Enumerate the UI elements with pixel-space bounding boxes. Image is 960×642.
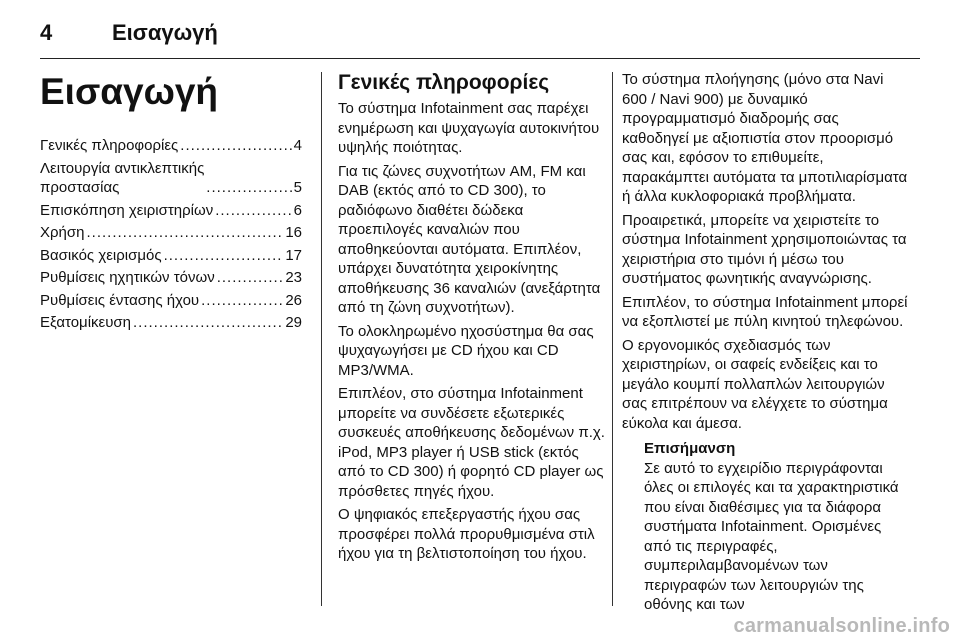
column-divider-2 (612, 72, 613, 606)
paragraph: Επιπλέον, στο σύστημα Infotainment μπορείτε να συνδέσετε εξωτερικές συσκευές αποθήκευσης δεδομένων π.χ. iPod, MP3 player ή USB stick (εκτός από το CD 300) ή φορητό CD player ως πρόσθετες πηγές ήχου. (338, 385, 605, 500)
paragraph: Ο ψηφιακός επεξεργαστής ήχου σας προσφέρει πολλά προρυθμισμένα στιλ ήχου για τη βελτιστοποίηση του ήχου. (338, 506, 595, 562)
note-box (644, 439, 908, 615)
paragraph: Επιπλέον, το σύστημα Infotainment μπορεί να εξοπλιστεί με πύλη κινητού τηλεφώνου. (622, 293, 908, 330)
header-title: Εισαγωγή (112, 20, 218, 45)
toc-page: 5 (293, 179, 302, 196)
paragraph: Ο εργονομικός σχεδιασμός των χειριστηρίων, οι σαφείς ενδείξεις και το μεγάλο κουμπί πολλαπλών λειτουργιών σας επιτρέπουν να ελέγχετε το σύστημα εύκολα και άμεσα. (622, 336, 888, 432)
toc-leader (217, 268, 284, 288)
section-heading: Εισαγωγή (40, 71, 219, 112)
paragraph: Για τις ζώνες συχνοτήτων AM, FM και DAB (εκτός από το CD 300), το ραδιόφωνο διαθέτει δώδεκα προεπιλογές καναλιών που αποθηκεύονται αυτόματα. Επιπλέον, υπάρχει δυνατότητα χειροκίνητης αποθήκευσης 36 καναλιών (ανεξάρτητα από τη ζώνη συχνοτήτων). (338, 162, 601, 316)
toc-leader (86, 223, 283, 243)
toc-entry-usage[interactable] (40, 223, 302, 243)
column-continued (622, 70, 908, 615)
toc-entry-basic-operation[interactable] (40, 246, 302, 266)
toc-leader (206, 178, 291, 198)
toc-label: Ρυθμίσεις ηχητικών τόνων (40, 269, 215, 286)
toc-page: 16 (285, 224, 302, 241)
toc-label: Λειτουργία αντικλεπτικής προστασίας (40, 159, 205, 196)
toc-page: 29 (285, 314, 302, 331)
toc-leader (201, 291, 283, 311)
toc-leader (133, 313, 283, 333)
toc-entry-tone-settings[interactable] (40, 268, 302, 288)
toc-entry-anti-theft[interactable] (40, 159, 302, 198)
toc-entry-controls-overview[interactable] (40, 201, 302, 221)
toc-page: 23 (285, 269, 302, 286)
toc-entry-general-info[interactable] (40, 136, 302, 156)
watermark: carmanualsonline.info (733, 615, 950, 637)
page-number: 4 (40, 20, 53, 45)
paragraph: Το σύστημα πλοήγησης (μόνο στα Navi 600 / Navi 900) με δυναμικό προγραμματισμό διαδρομής σας καθοδηγεί με αξιοπιστία στον προορισμό σας και, εφόσον το επιθυμείτε, παρακάμπτει αυτόματα τα μποτιλιαρίσματα ή άλλα κυκλοφοριακά προβλήματα. (622, 71, 908, 205)
toc-label: Βασικός χειρισμός (40, 246, 162, 264)
toc-label: Ρυθμίσεις έντασης ήχου (40, 291, 200, 309)
note-title: Επισήμανση (644, 440, 736, 457)
paragraph: Το ολοκληρωμένο ηχοσύστημα θα σας ψυχαγωγήσει με CD ήχου και CD MP3/WMA. (338, 322, 594, 379)
toc-leader (215, 201, 291, 221)
toc-entry-personalization[interactable] (40, 313, 302, 333)
paragraph: Το σύστημα Infotainment σας παρέχει ενημέρωση και ψυχαγωγία αυτοκινήτου υψηλής ποιότητας. (338, 100, 600, 156)
column-divider-1 (321, 72, 322, 606)
toc-page: 17 (285, 246, 302, 264)
page-header (40, 14, 920, 52)
toc-leader (164, 246, 284, 266)
column-toc (40, 70, 302, 336)
toc-leader (180, 136, 291, 156)
toc-label: Επισκόπηση χειριστηρίων (40, 201, 214, 219)
toc-label: Εξατομίκευση (40, 314, 132, 331)
table-of-contents (40, 136, 302, 333)
header-rule (40, 58, 920, 59)
column-general-info (338, 70, 606, 568)
toc-entry-volume-settings[interactable] (40, 291, 302, 311)
paragraph: Προαιρετικά, μπορείτε να χειριστείτε το σύστημα Infotainment χρησιμοποιώντας τα χειριστήρια στο τιμόνι ή μέσω του συστήματος φωνητικής αναγνώρισης. (622, 211, 907, 287)
note-text: Σε αυτό το εγχειρίδιο περιγράφονται όλες οι επιλογές και τα χαρακτηριστικά που είναι διαθέσιμες για τα διάφορα συστήματα Infotainment. Ορισμένες από τις περιγραφές, συμπεριλαμβανομένων των περιγραφών των λειτουργιών της οθόνης και των (644, 459, 899, 613)
subsection-heading: Γενικές πληροφορίες (338, 71, 550, 94)
toc-label: Γενικές πληροφορίες (40, 137, 179, 154)
toc-page: 4 (293, 137, 302, 154)
toc-page: 26 (285, 291, 302, 309)
toc-label: Χρήση (40, 224, 85, 241)
toc-page: 6 (293, 201, 302, 219)
